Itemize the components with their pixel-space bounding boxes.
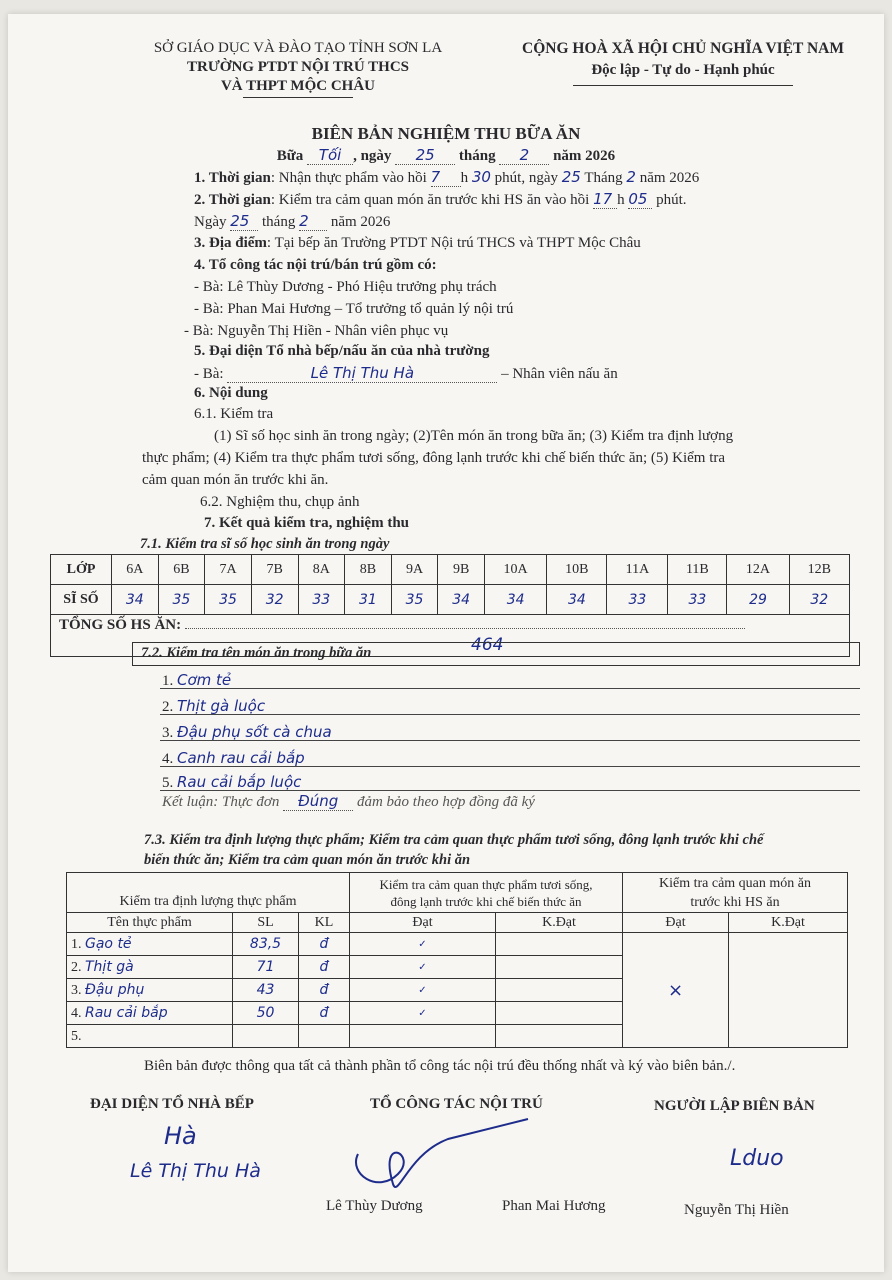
s3-text: : Tại bếp ăn Trường PTDT Nội trú THCS và THPT Mộc Châu: [266, 235, 641, 251]
s6-paragraph-3: cảm quan món ăn trước khi ăn.: [142, 472, 329, 488]
class-cell: 9A: [391, 555, 438, 585]
sig-col3-title: NGƯỜI LẬP BIÊN BẢN: [654, 1098, 815, 1114]
school-name-2: VÀ THPT MỘC CHÂU: [220, 78, 376, 94]
s1-h: h: [460, 170, 469, 186]
s1-minute: 30: [471, 168, 491, 186]
thang-label: tháng: [458, 148, 496, 164]
head-dat-2: Đạt: [623, 913, 729, 933]
food-dat: ✓: [350, 979, 496, 1002]
section-2-date: [194, 212, 390, 231]
food-sl: 83,5: [233, 933, 299, 956]
s2-ngay-label: Ngày: [194, 214, 227, 230]
food-kl: [299, 1025, 350, 1048]
s5-name: Lê Thị Thu Hà: [227, 364, 497, 383]
conclusion-val: Đúng: [283, 792, 353, 811]
s6-paragraph-1: (1) Sĩ số học sinh ăn trong ngày; (2)Tên món ăn trong bữa ăn; (3) Kiểm tra định lượng: [214, 428, 734, 444]
sig-col2-signature: [338, 1114, 538, 1204]
menu-conclusion: [162, 792, 535, 811]
sig-col1-title: ĐẠI DIỆN TỔ NHÀ BẾP: [90, 1096, 254, 1112]
class-cell: 8A: [298, 555, 345, 585]
count-cell: 34: [485, 585, 547, 615]
total-value: 464: [471, 635, 504, 655]
food-name: [67, 956, 233, 979]
member-2: - Bà: Phan Mai Hương – Tổ trưởng tổ quản lý nội trú: [194, 301, 514, 317]
food-kdat: [496, 956, 623, 979]
country-name: CỘNG HOÀ XÃ HỘI CHỦ NGHĨA VIỆT NAM: [522, 40, 844, 57]
food-num: 2.: [71, 959, 82, 975]
food-kl: đ: [299, 933, 350, 956]
food-sl: 71: [233, 956, 299, 979]
food-kdat: [496, 1002, 623, 1025]
header-right: [498, 40, 868, 86]
signature-stroke: [356, 1119, 528, 1187]
count-cell: 34: [547, 585, 607, 615]
class-cell: 10A: [485, 555, 547, 585]
section-7-1: 7.1. Kiểm tra sĩ số học sinh ăn trong ngày: [140, 536, 390, 552]
food-dat: ✓: [350, 1002, 496, 1025]
class-cell: 11A: [607, 555, 668, 585]
s2-h: h: [617, 192, 625, 208]
food-name: [67, 1025, 233, 1048]
head-cam-quan-2: [623, 873, 848, 913]
document-page: [8, 14, 884, 1272]
food-num: 3.: [71, 982, 82, 998]
s1-label: 1. Thời gian: [194, 170, 271, 186]
menu-dish: Cơm tẻ: [177, 671, 232, 689]
lop-header: LỚP: [51, 555, 112, 585]
food-name-value: Gạo tẻ: [85, 935, 132, 952]
food-kdat: [496, 979, 623, 1002]
count-cell: 35: [391, 585, 438, 615]
bua-label: Bữa: [276, 148, 304, 164]
head-kl: KL: [299, 913, 350, 933]
thang-value: 2: [499, 146, 549, 165]
sig-col1-signature: Hà: [164, 1122, 197, 1150]
class-cell: 12A: [727, 555, 789, 585]
class-cell: 11B: [668, 555, 727, 585]
head-dat: Đạt: [350, 913, 496, 933]
food-dat: [350, 1025, 496, 1048]
food-kdat: [496, 1025, 623, 1048]
count-cell: 33: [668, 585, 727, 615]
sig-col2-name-1: Lê Thùy Dương: [326, 1198, 423, 1214]
conclusion-b: đảm bảo theo hợp đồng đã ký: [356, 794, 535, 810]
food-sl: 50: [233, 1002, 299, 1025]
sig-col2-name-2: Phan Mai Hương: [502, 1198, 606, 1214]
menu-label: 7.2. Kiểm tra tên món ăn trong bữa ăn: [141, 645, 372, 661]
class-cell: 7A: [205, 555, 252, 585]
closing-statement: Biên bản được thông qua tất cả thành phần tổ công tác nội trú đều thống nhất và ký vào biên bản./.: [144, 1058, 736, 1074]
menu-item: [162, 723, 332, 742]
menu-num: 1.: [162, 673, 174, 689]
count-row: [51, 585, 850, 615]
s5-prefix: - Bà:: [194, 366, 224, 382]
section-3: [194, 235, 641, 252]
section-6-1: 6.1. Kiểm tra: [194, 406, 274, 422]
conclusion-a: Kết luận: Thực đơn: [162, 794, 280, 810]
menu-dish: Rau cải bắp luộc: [177, 773, 302, 791]
food-name-value: Thịt gà: [85, 958, 134, 975]
head-cq1-line2: đông lạnh trước khi chế biến thức ăn: [390, 893, 582, 909]
quant-head-row: [67, 873, 848, 913]
food-num: 4.: [71, 1005, 82, 1021]
head-cq1-line1: Kiểm tra cảm quan thực phẩm tươi sống,: [379, 876, 593, 892]
food-num: 5.: [71, 1028, 82, 1044]
doc-title: BIÊN BẢN NGHIỆM THU BỮA ĂN: [311, 124, 581, 143]
class-cell: 12B: [789, 555, 849, 585]
section-6-2: 6.2. Nghiệm thu, chụp ảnh: [200, 494, 360, 510]
menu-item: [162, 671, 231, 690]
dept-name: SỞ GIÁO DỤC VÀ ĐÀO TẠO TỈNH SƠN LA: [153, 40, 443, 56]
s6-paragraph-2: thực phẩm; (4) Kiểm tra thực phẩm tươi sống, đông lạnh trước khi chế biến thức ăn; (5) Kiểm tra: [142, 450, 726, 466]
food-kl: đ: [299, 1002, 350, 1025]
head-kdat: K.Đạt: [496, 913, 623, 933]
head-dinh-luong: Kiểm tra định lượng thực phẩm: [67, 873, 350, 913]
class-row: [51, 555, 850, 585]
menu-dish: Đậu phụ sốt cà chua: [177, 723, 332, 741]
count-cell: 33: [607, 585, 668, 615]
ngay-label: ngày: [360, 148, 392, 164]
head-cq2-line2: trước khi HS ăn: [690, 894, 780, 910]
section-6: 6. Nội dung: [194, 385, 268, 401]
mon-an-dat: ×: [623, 933, 729, 1048]
count-cell: 34: [112, 585, 159, 615]
motto-underline: [573, 85, 793, 86]
s1-text: : Nhận thực phẩm vào hồi: [270, 170, 427, 186]
menu-dish: Thịt gà luộc: [177, 697, 266, 715]
s2-rest: phút.: [656, 192, 687, 208]
class-cell: 8B: [345, 555, 392, 585]
s2-thang-label: tháng: [262, 214, 296, 230]
count-cell: 31: [345, 585, 392, 615]
class-cell: 6A: [112, 555, 159, 585]
food-sl: 43: [233, 979, 299, 1002]
head-cam-quan-1: [350, 873, 623, 913]
quant-table: [66, 872, 848, 1048]
s2-day: 25: [230, 212, 258, 231]
menu-num: 5.: [162, 775, 174, 791]
class-cell: 9B: [438, 555, 485, 585]
head-cq2-line1: Kiểm tra cảm quan món ăn: [658, 875, 811, 891]
s1-day: 25: [561, 168, 581, 186]
food-kdat: [496, 933, 623, 956]
menu-num: 4.: [162, 751, 174, 767]
siso-header: SĨ SỐ: [51, 585, 112, 615]
total-label: TỔNG SỐ HS ĂN:: [59, 617, 182, 633]
sig-col3-name: Nguyễn Thị Hiền: [684, 1202, 789, 1218]
mon-an-kdat: [729, 933, 848, 1048]
food-name: [67, 933, 233, 956]
menu-item: [162, 749, 305, 768]
food-name: [67, 979, 233, 1002]
s2-month: 2: [299, 212, 327, 231]
s2-label: 2. Thời gian: [194, 192, 271, 208]
s2-text: : Kiểm tra cảm quan món ăn trước khi HS ăn vào hồi: [270, 192, 590, 208]
count-cell: 35: [158, 585, 205, 615]
s1-month-label: Tháng: [584, 170, 623, 186]
member-3: - Bà: Nguyễn Thị Hiền - Nhân viên phục vụ: [184, 323, 449, 339]
doc-subtitle: Bữa Tối , ngày 25 tháng 2 năm 2026: [276, 146, 616, 164]
s1-rest: phút, ngày: [494, 170, 558, 186]
s1-year: năm 2026: [639, 170, 700, 186]
food-name: [67, 1002, 233, 1025]
s5-suffix: – Nhân viên nấu ăn: [501, 366, 618, 382]
header-underline: [243, 97, 353, 98]
food-sl: [233, 1025, 299, 1048]
section-7: 7. Kết quả kiểm tra, nghiệm thu: [204, 515, 410, 531]
food-num: 1.: [71, 936, 82, 952]
sig-col1-name: Lê Thị Thu Hà: [130, 1160, 261, 1182]
menu-item: [162, 773, 301, 792]
sig-col2-title: TỔ CÔNG TÁC NỘI TRÚ: [370, 1096, 543, 1112]
menu-box: [132, 642, 860, 666]
count-cell: 29: [727, 585, 789, 615]
section-4: 4. Tổ công tác nội trú/bán trú gồm có:: [194, 257, 437, 273]
s1-month: 2: [626, 168, 636, 186]
count-cell: 34: [438, 585, 485, 615]
food-kl: đ: [299, 979, 350, 1002]
menu-item: [162, 697, 265, 716]
member-1: - Bà: Lê Thùy Dương - Phó Hiệu trưởng phụ trách: [194, 279, 497, 295]
section-2: [194, 190, 686, 209]
class-cell: 10B: [547, 555, 607, 585]
count-cell: 32: [789, 585, 849, 615]
header-left: [128, 40, 468, 98]
menu-dish: Canh rau cải bắp: [177, 749, 305, 767]
nam-label: năm 2026: [553, 148, 616, 164]
school-name: TRƯỜNG PTDT NỘI TRÚ THCS: [187, 59, 409, 75]
quant-subhead-row: [67, 913, 848, 933]
total-dots: [185, 628, 745, 629]
ngay-value: 25: [395, 146, 455, 165]
s2-year: năm 2026: [330, 214, 391, 230]
count-cell: 35: [205, 585, 252, 615]
s2-minute: 05: [628, 190, 652, 209]
food-dat: ✓: [350, 956, 496, 979]
class-cell: 6B: [158, 555, 205, 585]
count-cell: 32: [251, 585, 298, 615]
food-name-value: Đậu phụ: [85, 981, 145, 998]
s2-hour: 17: [593, 190, 617, 209]
food-kl: đ: [299, 956, 350, 979]
s1-hour: 7: [431, 168, 461, 187]
menu-num: 2.: [162, 699, 174, 715]
head-sl: SL: [233, 913, 299, 933]
quant-label-1: 7.3. Kiểm tra định lượng thực phẩm; Kiểm tra cảm quan thực phẩm tươi sống, đông lạnh trước khi chế: [144, 832, 764, 848]
bua-value: Tối: [307, 146, 353, 165]
head-name: Tên thực phẩm: [67, 913, 233, 933]
menu-num: 3.: [162, 725, 174, 741]
motto: Độc lập - Tự do - Hạnh phúc: [591, 62, 775, 78]
class-cell: 7B: [251, 555, 298, 585]
quant-row: [67, 933, 848, 956]
food-dat: ✓: [350, 933, 496, 956]
head-kdat-2: K.Đạt: [729, 913, 848, 933]
quant-label-2: biến thức ăn; Kiểm tra cảm quan món ăn trước khi ăn: [144, 852, 471, 868]
food-name-value: Rau cải bắp: [85, 1004, 168, 1021]
section-5: 5. Đại diện Tổ nhà bếp/nấu ăn của nhà trường: [194, 343, 490, 359]
sig-col3-signature: Lduo: [730, 1146, 784, 1171]
kitchen-rep: [194, 364, 618, 383]
section-1: [194, 168, 699, 187]
count-cell: 33: [298, 585, 345, 615]
s3-label: 3. Địa điểm: [194, 235, 267, 251]
